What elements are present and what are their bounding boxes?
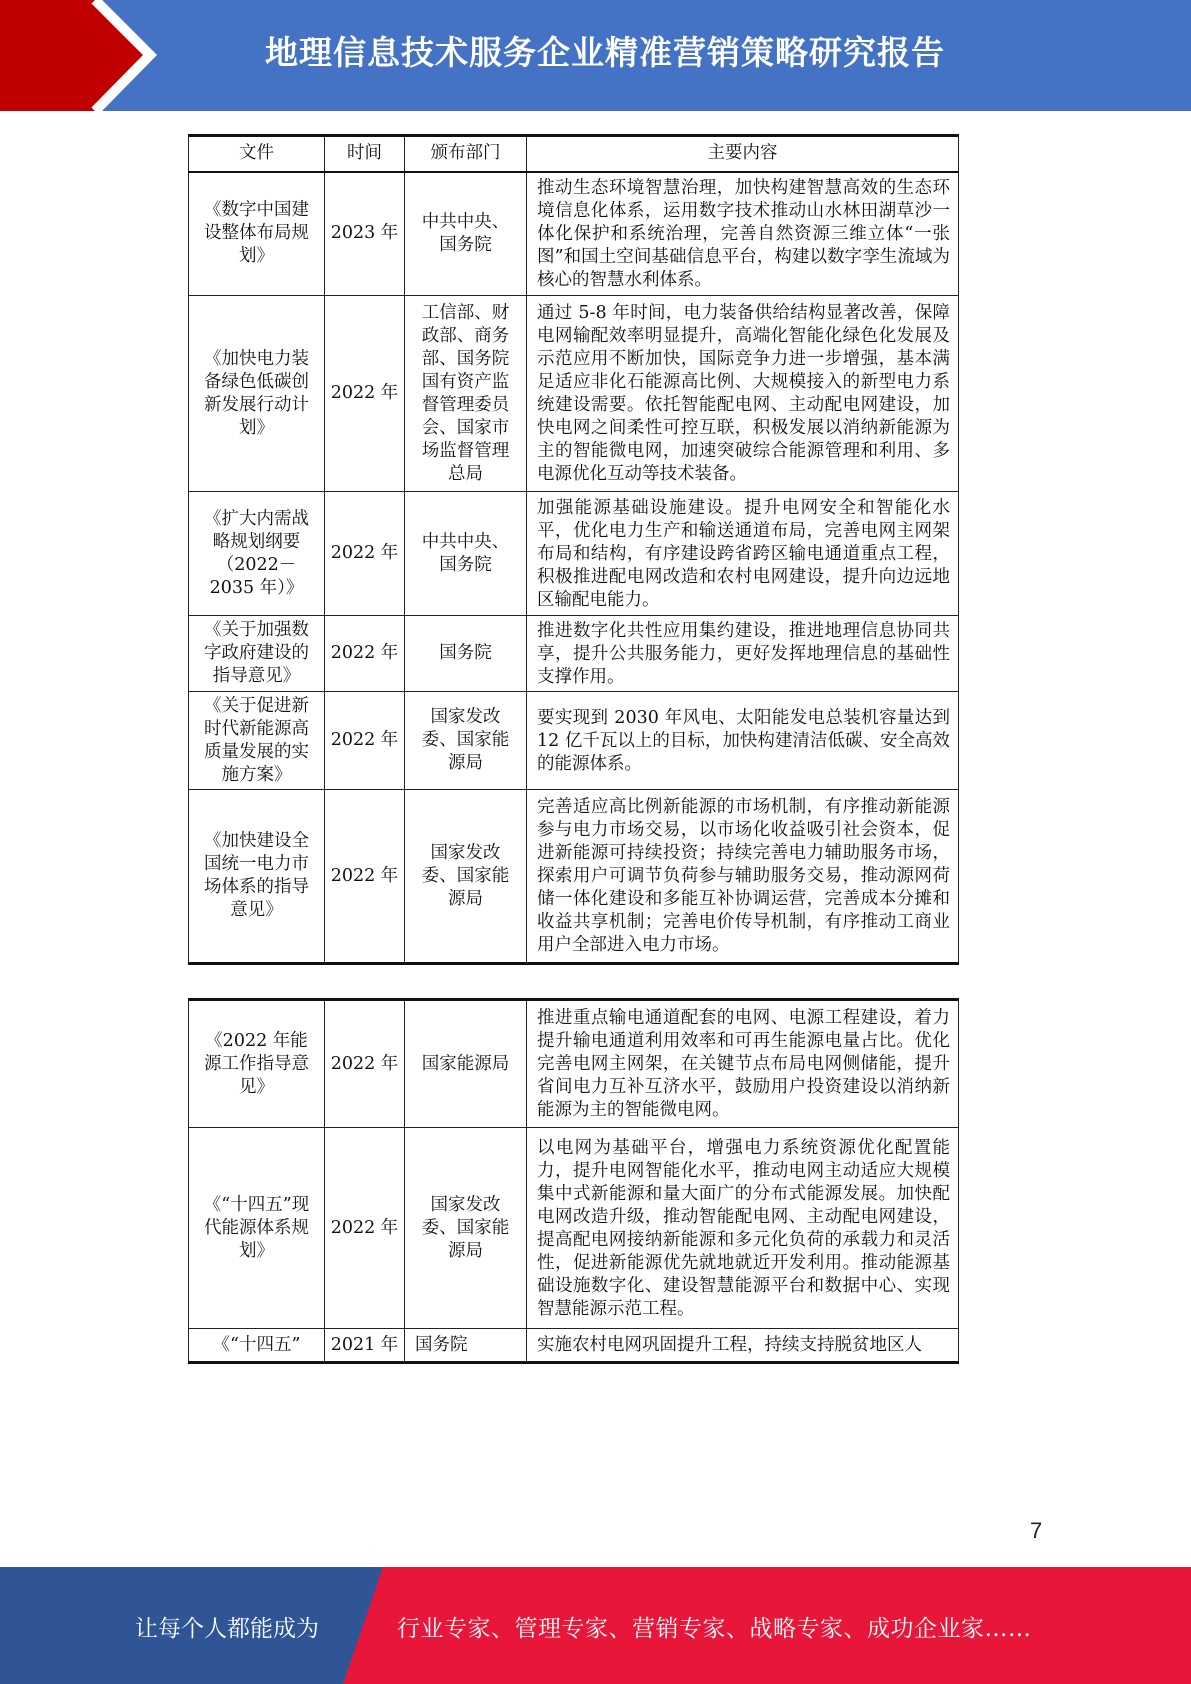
column-header-department: 颁布部门 bbox=[405, 136, 527, 172]
cell-department: 国家发改委、国家能源局 bbox=[405, 692, 527, 790]
cell-document: 《关于促进新时代新能源高质量发展的实施方案》 bbox=[189, 692, 325, 790]
cell-content: 以电网为基础平台，增强电力系统资源优化配置能力，提升电网智能化水平，推动电网主动适应大规模集中式新能源和量大面广的分布式能源发展。加快配电网改造升级，推动智能配电网、主动配电网建设，提高配电网接纳新能源和多元化负荷的承载力和灵活性，促进新能源优先就地就近开发利用。推动能源基础设施数字化、建设智慧能源平台和数据中心、实现智慧能源示范工程。 bbox=[527, 1128, 959, 1329]
cell-time: 2022 年 bbox=[325, 790, 405, 964]
cell-department: 工信部、财政部、商务部、国务院国有资产监督管理委员会、国家市场监督管理总局 bbox=[405, 296, 527, 492]
page-footer bbox=[0, 1567, 1191, 1684]
cell-time: 2022 年 bbox=[325, 692, 405, 790]
cell-content: 加强能源基础设施建设。提升电网安全和智能化水平，优化电力生产和输送通道布局，完善电网主网架布局和结构，有序建设跨省跨区输电通道重点工程，积极推进配电网改造和农村电网建设，提升向边远地区输配电能力。 bbox=[527, 492, 959, 616]
table-row bbox=[189, 1000, 959, 1128]
table-row bbox=[189, 172, 959, 296]
table-row bbox=[189, 790, 959, 964]
cell-time: 2022 年 bbox=[325, 1000, 405, 1128]
cell-department: 中共中央、国务院 bbox=[405, 492, 527, 616]
cell-content: 要实现到 2030 年风电、太阳能发电总装机容量达到 12 亿千瓦以上的目标，加快构建清洁低碳、安全高效的能源体系。 bbox=[527, 692, 959, 790]
cell-department: 国家发改委、国家能源局 bbox=[405, 1128, 527, 1329]
table-row bbox=[189, 1128, 959, 1329]
cell-department: 国务院 bbox=[405, 616, 527, 692]
cell-time: 2023 年 bbox=[325, 172, 405, 296]
cell-content: 推进重点输电通道配套的电网、电源工程建设，着力提升输电通道利用效率和可再生能源电量占比。优化完善电网主网架，在关键节点布局电网侧储能，提升省间电力互补互济水平，鼓励用户投资建设以消纳新能源为主的智能微电网。 bbox=[527, 1000, 959, 1128]
footer-slogan-right: 行业专家、管理专家、营销专家、战略专家、成功企业家…… bbox=[397, 1616, 1032, 1642]
cell-document: 《“十四五”现代能源体系规划》 bbox=[189, 1128, 325, 1329]
cell-time: 2021 年 bbox=[325, 1329, 405, 1363]
cell-document: 《关于加强数字政府建设的指导意见》 bbox=[189, 616, 325, 692]
footer-slogan-left: 让每个人都能成为 bbox=[135, 1616, 319, 1642]
cell-content: 完善适应高比例新能源的市场机制，有序推动新能源参与电力市场交易，以市场化收益吸引社会资本，促进新能源可持续投资；持续完善电力辅助服务市场，探索用户可调节负荷参与辅助服务交易，推动源网荷储一体化建设和多能互补协调运营，完善成本分摊和收益共享机制；完善电价传导机制，有序推动工商业用户全部进入电力市场。 bbox=[527, 790, 959, 964]
page-header bbox=[0, 0, 1191, 111]
cell-document: 《2022 年能源工作指导意见》 bbox=[189, 1000, 325, 1128]
cell-content: 实施农村电网巩固提升工程，持续支持脱贫地区人 bbox=[527, 1329, 959, 1363]
table-row bbox=[189, 616, 959, 692]
cell-document: 《“十四五” bbox=[189, 1329, 325, 1363]
cell-document: 《扩大内需战略规划纲要（2022－2035 年）》 bbox=[189, 492, 325, 616]
cell-document: 《加快电力装备绿色低碳创新发展行动计划》 bbox=[189, 296, 325, 492]
cell-department: 中共中央、国务院 bbox=[405, 172, 527, 296]
cell-time: 2022 年 bbox=[325, 296, 405, 492]
cell-time: 2022 年 bbox=[325, 616, 405, 692]
cell-document: 《数字中国建设整体布局规划》 bbox=[189, 172, 325, 296]
table-row bbox=[189, 692, 959, 790]
table-row bbox=[189, 296, 959, 492]
report-title: 地理信息技术服务企业精准营销策略研究报告 bbox=[265, 33, 945, 72]
table-row bbox=[189, 1329, 959, 1363]
column-header-document: 文件 bbox=[189, 136, 325, 172]
table-row bbox=[189, 492, 959, 616]
cell-department: 国务院 bbox=[405, 1329, 527, 1363]
cell-time: 2022 年 bbox=[325, 1128, 405, 1329]
cell-document: 《加快建设全国统一电力市场体系的指导意见》 bbox=[189, 790, 325, 964]
page-number: 7 bbox=[1030, 1518, 1043, 1543]
cell-department: 国家发改委、国家能源局 bbox=[405, 790, 527, 964]
cell-department: 国家能源局 bbox=[405, 1000, 527, 1128]
column-header-content: 主要内容 bbox=[527, 136, 959, 172]
cell-time: 2022 年 bbox=[325, 492, 405, 616]
column-header-time: 时间 bbox=[325, 136, 405, 172]
table-header-row bbox=[189, 136, 959, 172]
policy-table-continued bbox=[188, 998, 959, 1364]
cell-content: 推进数字化共性应用集约建设，推进地理信息协同共享，提升公共服务能力，更好发挥地理信息的基础性支撑作用。 bbox=[527, 616, 959, 692]
policy-table bbox=[188, 134, 959, 965]
cell-content: 推动生态环境智慧治理，加快构建智慧高效的生态环境信息化体系，运用数字技术推动山水林田湖草沙一体化保护和系统治理，完善自然资源三维立体“一张图”和国土空间基础信息平台，构建以数字孪生流域为核心的智慧水利体系。 bbox=[527, 172, 959, 296]
cell-content: 通过 5-8 年时间，电力装备供给结构显著改善，保障电网输配效率明显提升，高端化智能化绿色化发展及示范应用不断加快，国际竞争力进一步增强，基本满足适应非化石能源高比例、大规模接入的新型电力系统建设需要。依托智能配电网、主动配电网建设，加快电网之间柔性可控互联，积极发展以消纳新能源为主的智能微电网，加速突破综合能源管理和利用、多电源优化互动等技术装备。 bbox=[527, 296, 959, 492]
